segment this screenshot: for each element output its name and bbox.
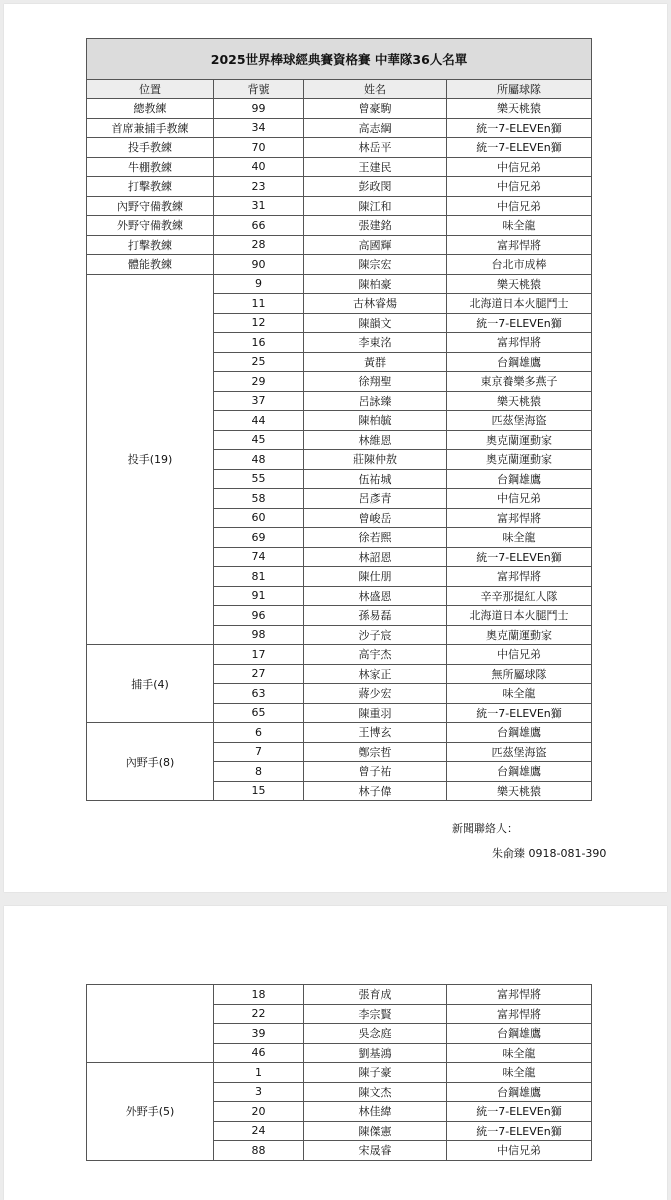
name-cell: 蔣少宏 (304, 684, 447, 704)
name-cell: 陳宗宏 (304, 255, 447, 275)
name-cell: 徐若熙 (304, 528, 447, 548)
number-cell: 34 (214, 118, 304, 138)
number-cell: 69 (214, 528, 304, 548)
number-cell: 15 (214, 781, 304, 801)
table-row (87, 118, 592, 138)
position-group-cell: 內野手(8) (87, 723, 214, 801)
number-cell: 66 (214, 216, 304, 236)
header-number: 背號 (214, 80, 304, 99)
team-cell: 樂天桃猿 (447, 781, 592, 801)
number-cell: 8 (214, 762, 304, 782)
table-row (87, 1063, 592, 1083)
position-cell: 內野守備教練 (87, 196, 214, 216)
team-cell: 統一7-ELEVEn獅 (447, 547, 592, 567)
name-cell: 吳念庭 (304, 1024, 447, 1044)
number-cell: 16 (214, 333, 304, 353)
number-cell: 25 (214, 352, 304, 372)
number-cell: 40 (214, 157, 304, 177)
number-cell: 65 (214, 703, 304, 723)
number-cell: 70 (214, 138, 304, 158)
team-cell: 奧克蘭運動家 (447, 450, 592, 470)
position-cell: 投手教練 (87, 138, 214, 158)
team-cell: 台鋼雄鷹 (447, 352, 592, 372)
number-cell: 20 (214, 1102, 304, 1122)
position-cell: 總教練 (87, 99, 214, 119)
team-cell: 樂天桃猿 (447, 274, 592, 294)
team-cell: 富邦悍將 (447, 567, 592, 587)
team-cell: 富邦悍將 (447, 235, 592, 255)
name-cell: 陳仕朋 (304, 567, 447, 587)
position-cell: 打擊教練 (87, 177, 214, 197)
position-group-cell: 捕手(4) (87, 645, 214, 723)
number-cell: 24 (214, 1121, 304, 1141)
number-cell: 91 (214, 586, 304, 606)
roster-table (86, 38, 592, 801)
name-cell: 呂彥青 (304, 489, 447, 509)
name-cell: 陳文杰 (304, 1082, 447, 1102)
number-cell: 55 (214, 469, 304, 489)
position-group-cell: 投手(19) (87, 274, 214, 645)
name-cell: 林家正 (304, 664, 447, 684)
number-cell: 90 (214, 255, 304, 275)
team-cell: 辛辛那提紅人隊 (447, 586, 592, 606)
team-cell: 匹茲堡海盜 (447, 411, 592, 431)
team-cell: 味全龍 (447, 216, 592, 236)
number-cell: 58 (214, 489, 304, 509)
team-cell: 台鋼雄鷹 (447, 1082, 592, 1102)
team-cell: 樂天桃猿 (447, 391, 592, 411)
name-cell: 陳柏毓 (304, 411, 447, 431)
team-cell: 統一7-ELEVEn獅 (447, 1121, 592, 1141)
position-cell: 首席兼捕手教練 (87, 118, 214, 138)
table-row (87, 985, 592, 1005)
team-cell: 台鋼雄鷹 (447, 1024, 592, 1044)
name-cell: 林子偉 (304, 781, 447, 801)
header-team: 所屬球隊 (447, 80, 592, 99)
name-cell: 陳江和 (304, 196, 447, 216)
contact-person: 朱俞臻 0918-081-390 (492, 847, 607, 860)
number-cell: 81 (214, 567, 304, 587)
team-cell: 中信兄弟 (447, 489, 592, 509)
number-cell: 31 (214, 196, 304, 216)
number-cell: 74 (214, 547, 304, 567)
name-cell: 李宗賢 (304, 1004, 447, 1024)
name-cell: 陳重羽 (304, 703, 447, 723)
number-cell: 27 (214, 664, 304, 684)
table-title: 2025世界棒球經典賽資格賽 中華隊36人名單 (87, 39, 592, 80)
name-cell: 曾豪駒 (304, 99, 447, 119)
table-row (87, 255, 592, 275)
position-group-cell: 外野手(5) (87, 1063, 214, 1161)
name-cell: 劉基鴻 (304, 1043, 447, 1063)
name-cell: 林岳平 (304, 138, 447, 158)
number-cell: 23 (214, 177, 304, 197)
team-cell: 味全龍 (447, 528, 592, 548)
number-cell: 39 (214, 1024, 304, 1044)
table-row (87, 138, 592, 158)
number-cell: 98 (214, 625, 304, 645)
position-cell: 外野守備教練 (87, 216, 214, 236)
name-cell: 呂詠臻 (304, 391, 447, 411)
name-cell: 陳傑憲 (304, 1121, 447, 1141)
position-cell: 打擊教練 (87, 235, 214, 255)
team-cell: 富邦悍將 (447, 333, 592, 353)
name-cell: 宋晟睿 (304, 1141, 447, 1161)
team-cell: 富邦悍將 (447, 1004, 592, 1024)
name-cell: 林佳緯 (304, 1102, 447, 1122)
team-cell: 統一7-ELEVEn獅 (447, 118, 592, 138)
name-cell: 王建民 (304, 157, 447, 177)
number-cell: 44 (214, 411, 304, 431)
name-cell: 李東洺 (304, 333, 447, 353)
name-cell: 孫易磊 (304, 606, 447, 626)
number-cell: 37 (214, 391, 304, 411)
table-row (87, 645, 592, 665)
table-header-row (87, 80, 592, 99)
name-cell: 陳韻文 (304, 313, 447, 333)
name-cell: 古林睿煬 (304, 294, 447, 314)
team-cell: 樂天桃猿 (447, 99, 592, 119)
name-cell: 莊陳仲敖 (304, 450, 447, 470)
number-cell: 28 (214, 235, 304, 255)
team-cell: 台鋼雄鷹 (447, 762, 592, 782)
number-cell: 22 (214, 1004, 304, 1024)
team-cell: 奧克蘭運動家 (447, 625, 592, 645)
team-cell: 中信兄弟 (447, 1141, 592, 1161)
number-cell: 1 (214, 1063, 304, 1083)
roster-table-continued (86, 984, 592, 1161)
number-cell: 45 (214, 430, 304, 450)
name-cell: 伍祐城 (304, 469, 447, 489)
name-cell: 高志綱 (304, 118, 447, 138)
number-cell: 12 (214, 313, 304, 333)
table-row (87, 235, 592, 255)
name-cell: 林維恩 (304, 430, 447, 450)
number-cell: 9 (214, 274, 304, 294)
name-cell: 沙子宸 (304, 625, 447, 645)
position-cell: 體能教練 (87, 255, 214, 275)
number-cell: 63 (214, 684, 304, 704)
contact-label: 新聞聯絡人： (452, 822, 518, 835)
name-cell: 彭政閔 (304, 177, 447, 197)
team-cell: 中信兄弟 (447, 196, 592, 216)
team-cell: 台北市成棒 (447, 255, 592, 275)
name-cell: 曾峻岳 (304, 508, 447, 528)
team-cell: 味全龍 (447, 684, 592, 704)
table-row (87, 99, 592, 119)
name-cell: 黃群 (304, 352, 447, 372)
number-cell: 17 (214, 645, 304, 665)
team-cell: 北海道日本火腿鬥士 (447, 606, 592, 626)
number-cell: 88 (214, 1141, 304, 1161)
team-cell: 富邦悍將 (447, 508, 592, 528)
number-cell: 46 (214, 1043, 304, 1063)
position-cell: 牛棚教練 (87, 157, 214, 177)
number-cell: 11 (214, 294, 304, 314)
number-cell: 99 (214, 99, 304, 119)
name-cell: 王博玄 (304, 723, 447, 743)
number-cell: 96 (214, 606, 304, 626)
team-cell: 東京養樂多燕子 (447, 372, 592, 392)
team-cell: 台鋼雄鷹 (447, 469, 592, 489)
name-cell: 林詔恩 (304, 547, 447, 567)
name-cell: 曾子祐 (304, 762, 447, 782)
name-cell: 陳子豪 (304, 1063, 447, 1083)
number-cell: 29 (214, 372, 304, 392)
table-row (87, 274, 592, 294)
team-cell: 統一7-ELEVEn獅 (447, 313, 592, 333)
team-cell: 中信兄弟 (447, 645, 592, 665)
header-name: 姓名 (304, 80, 447, 99)
table-row (87, 216, 592, 236)
team-cell: 中信兄弟 (447, 177, 592, 197)
team-cell: 統一7-ELEVEn獅 (447, 1102, 592, 1122)
team-cell: 台鋼雄鷹 (447, 723, 592, 743)
team-cell: 統一7-ELEVEn獅 (447, 138, 592, 158)
position-group-cell-empty (87, 985, 214, 1063)
number-cell: 7 (214, 742, 304, 762)
header-position: 位置 (87, 80, 214, 99)
name-cell: 鄭宗哲 (304, 742, 447, 762)
team-cell: 匹茲堡海盜 (447, 742, 592, 762)
table-row (87, 723, 592, 743)
name-cell: 張育成 (304, 985, 447, 1005)
team-cell: 味全龍 (447, 1063, 592, 1083)
name-cell: 高國輝 (304, 235, 447, 255)
number-cell: 3 (214, 1082, 304, 1102)
name-cell: 陳柏豪 (304, 274, 447, 294)
name-cell: 高宇杰 (304, 645, 447, 665)
number-cell: 48 (214, 450, 304, 470)
name-cell: 張建銘 (304, 216, 447, 236)
table-row (87, 157, 592, 177)
table-row (87, 196, 592, 216)
number-cell: 6 (214, 723, 304, 743)
team-cell: 統一7-ELEVEn獅 (447, 703, 592, 723)
document-page-2 (4, 906, 667, 1200)
number-cell: 60 (214, 508, 304, 528)
table-row (87, 177, 592, 197)
document-page-1 (4, 4, 667, 892)
name-cell: 林盛恩 (304, 586, 447, 606)
team-cell: 奧克蘭運動家 (447, 430, 592, 450)
team-cell: 無所屬球隊 (447, 664, 592, 684)
team-cell: 富邦悍將 (447, 985, 592, 1005)
name-cell: 徐翔聖 (304, 372, 447, 392)
team-cell: 味全龍 (447, 1043, 592, 1063)
team-cell: 北海道日本火腿鬥士 (447, 294, 592, 314)
number-cell: 18 (214, 985, 304, 1005)
team-cell: 中信兄弟 (447, 157, 592, 177)
